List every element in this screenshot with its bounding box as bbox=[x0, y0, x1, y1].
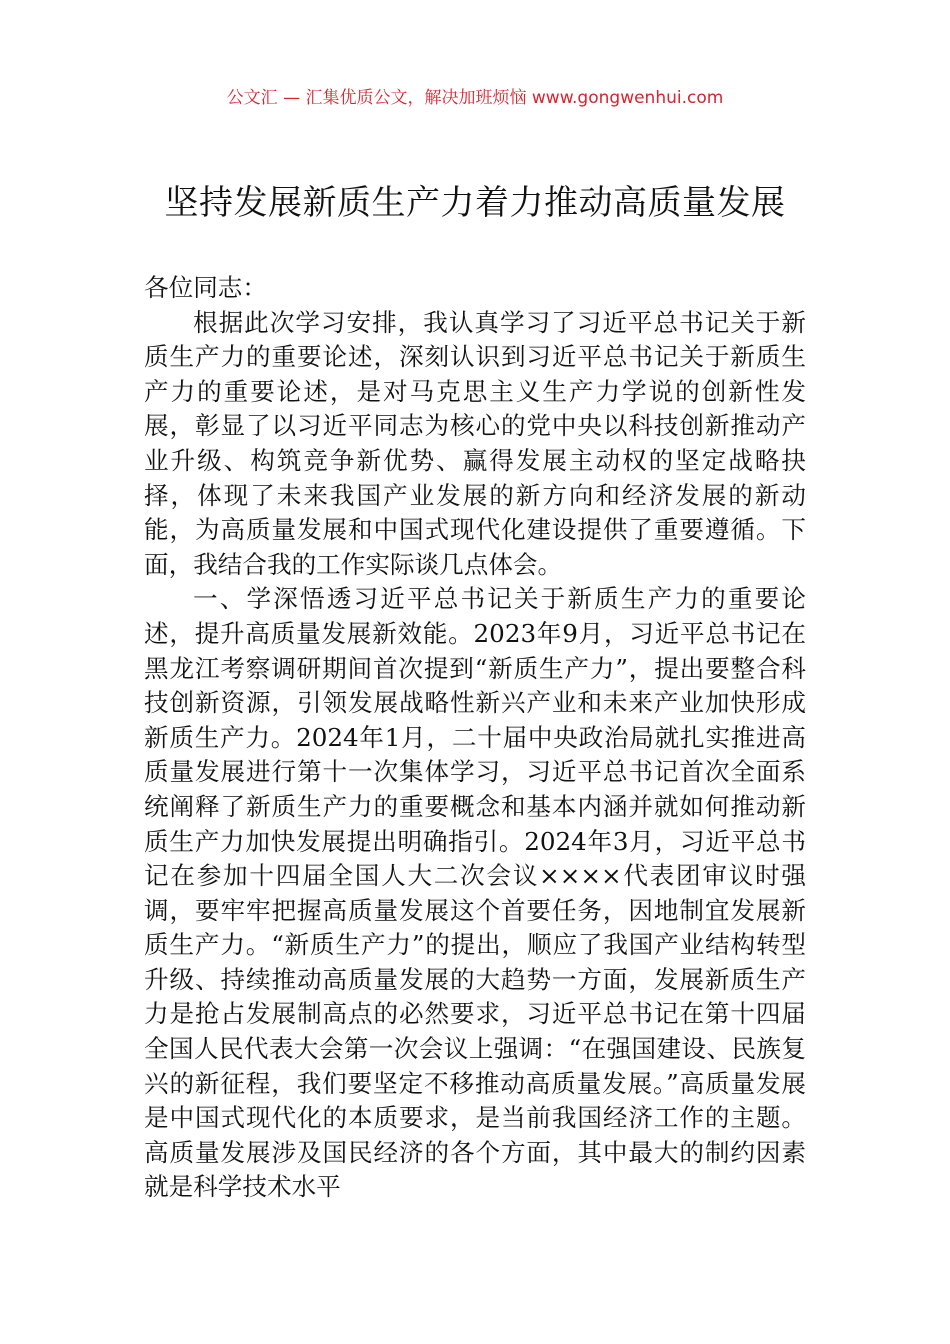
paragraph-intro: 根据此次学习安排，我认真学习了习近平总书记关于新质生产力的重要论述，深刻认识到习近平总书记关于新质生产力的重要论述，是对马克思主义生产力学说的创新性发展，彰显了以习近平同志为核心的党中央以科技创新推动产业升级、构筑竞争新优势、赢得发展主动权的坚定战略抉择，体现了未来我国产业发展的新方向和经济发展的新动能，为高质量发展和中国式现代化建设提供了重要遵循。下面，我结合我的工作实际谈几点体会。 bbox=[144, 307, 806, 579]
document-body bbox=[144, 271, 806, 1205]
document-title: 坚持发展新质生产力着力推动高质量发展 bbox=[164, 183, 786, 223]
paragraph-section-one: 一、学深悟透习近平总书记关于新质生产力的重要论述，提升高质量发展新效能。2023年9月，习近平总书记在黑龙江考察调研期间首次提到“新质生产力”，提出要整合科技创新资源，引领发展战略性新兴产业和未来产业加快形成新质生产力。2024年1月，二十届中央政治局就扎实推进高质量发展进行第十一次集体学习，习近平总书记首次全面系统阐释了新质生产力的重要概念和基本内涵并就如何推动新质生产力加快发展提出明确指引。2024年3月，习近平总书记在参加十四届全国人大二次会议××××代表团审议时强调，要牢牢把握高质量发展这个首要任务，因地制宜发展新质生产力。“新质生产力”的提出，顺应了我国产业结构转型升级、持续推动高质量发展的大趋势一方面，发展新质生产力是抢占发展制高点的必然要求，习近平总书记在第十四届全国人民代表大会第一次会议上强调：“在强国建设、民族复兴的新征程，我们要坚定不移推动高质量发展。”高质量发展是中国式现代化的本质要求，是当前我国经济工作的主题。高质量发展涉及国民经济的各个方面，其中最大的制约因素就是科学技术水平 bbox=[144, 584, 806, 1202]
site-banner: 公文汇 — 汇集优质公文，解决加班烦恼 www.gongwenhui.com bbox=[226, 88, 724, 108]
salutation: 各位同志： bbox=[144, 273, 267, 302]
